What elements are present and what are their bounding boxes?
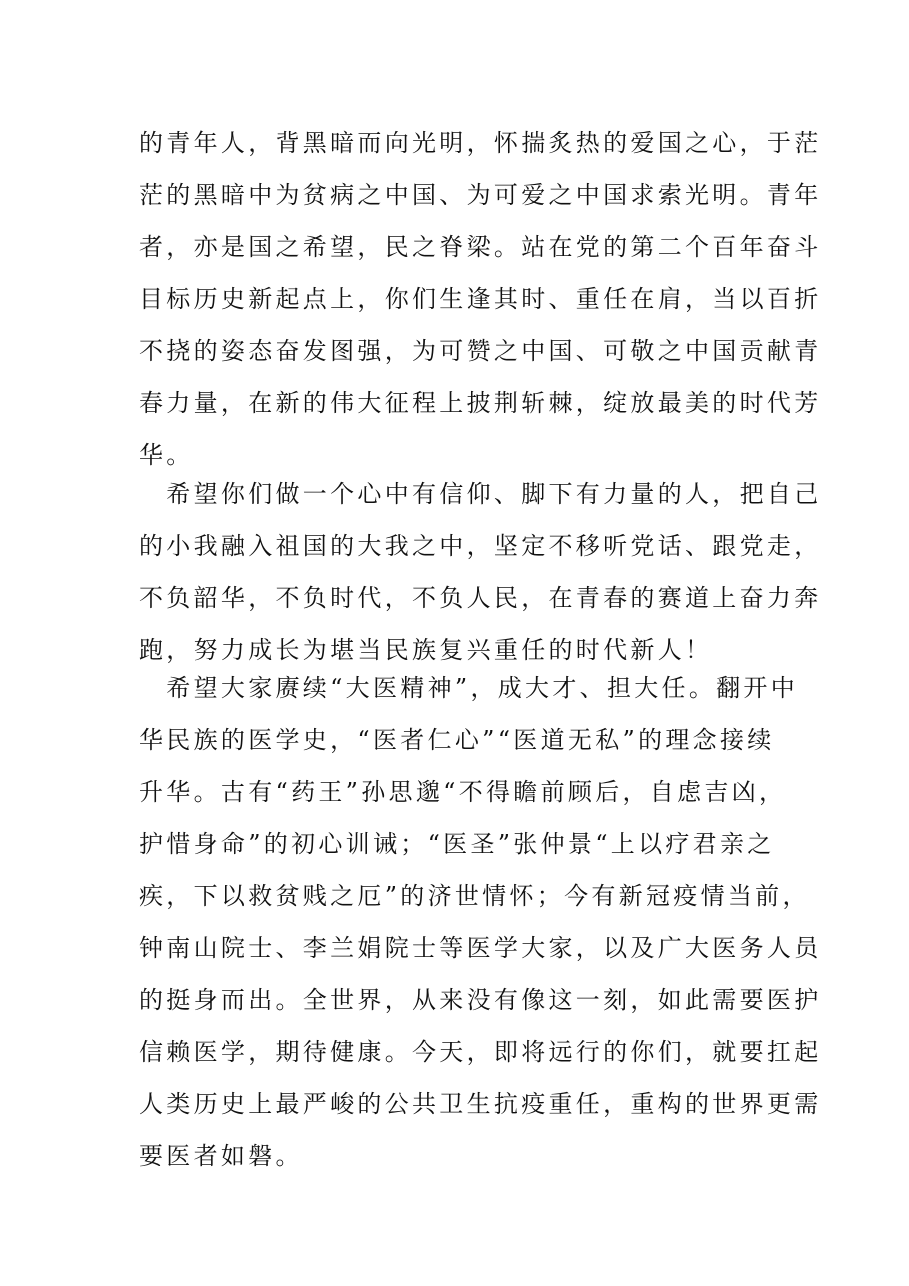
text-line: 春力量，在新的伟大征程上披荆斩棘，绽放最美的时代芳	[139, 389, 822, 417]
text-line: 华民族的医学史，“医者仁心”“医道无私”的理念接续	[139, 726, 775, 754]
paragraph-medical-spirit	[139, 662, 822, 1182]
text-line: 茫的黑暗中为贫病之中国、为可爱之中国求索光明。青年	[139, 181, 822, 209]
text-line: 者，亦是国之希望，民之脊梁。站在党的第二个百年奋斗	[139, 233, 822, 261]
text-line: 不负韶华，不负时代，不负人民，在青春的赛道上奋力奔	[139, 584, 822, 612]
text-line: 的青年人，背黑暗而向光明，怀揣炙热的爱国之心，于茫	[139, 129, 822, 157]
paragraph-faith-and-strength	[139, 468, 822, 676]
text-line: 华。	[139, 441, 194, 469]
text-line: 要医者如磐。	[139, 1142, 303, 1170]
text-line: 钟南山院士、李兰娟院士等医学大家，以及广大医务人员	[139, 934, 822, 962]
text-line: 不挠的姿态奋发图强，为可赞之中国、可敬之中国贡献青	[139, 337, 822, 365]
text-line: 升华。古有“药王”孙思邈“不得瞻前顾后，自虑吉凶，	[139, 778, 787, 806]
text-line: 疾，下以救贫贱之厄”的济世情怀；今有新冠疫情当前，	[139, 882, 810, 910]
text-line: 的挺身而出。全世界，从来没有像这一刻，如此需要医护	[139, 986, 822, 1014]
text-line: 跑，努力成长为堪当民族复兴重任的时代新人！	[139, 636, 713, 664]
text-line: 人类历史上最严峻的公共卫生抗疫重任，重构的世界更需	[139, 1090, 822, 1118]
text-line: 的小我融入祖国的大我之中，坚定不移听党话、跟党走，	[139, 532, 822, 560]
text-line: 信赖医学，期待健康。今天，即将远行的你们，就要扛起	[139, 1038, 822, 1066]
text-line: 希望大家赓续“大医精神”，成大才、担大任。翻开中	[139, 674, 799, 702]
paragraph-youth-hope	[139, 117, 822, 481]
text-line: 护惜身命”的初心训诫；“医圣”张仲景“上以疗君亲之	[139, 830, 775, 858]
text-line: 目标历史新起点上，你们生逢其时、重任在肩，当以百折	[139, 285, 822, 313]
text-line: 希望你们做一个心中有信仰、脚下有力量的人，把自己	[139, 480, 822, 508]
